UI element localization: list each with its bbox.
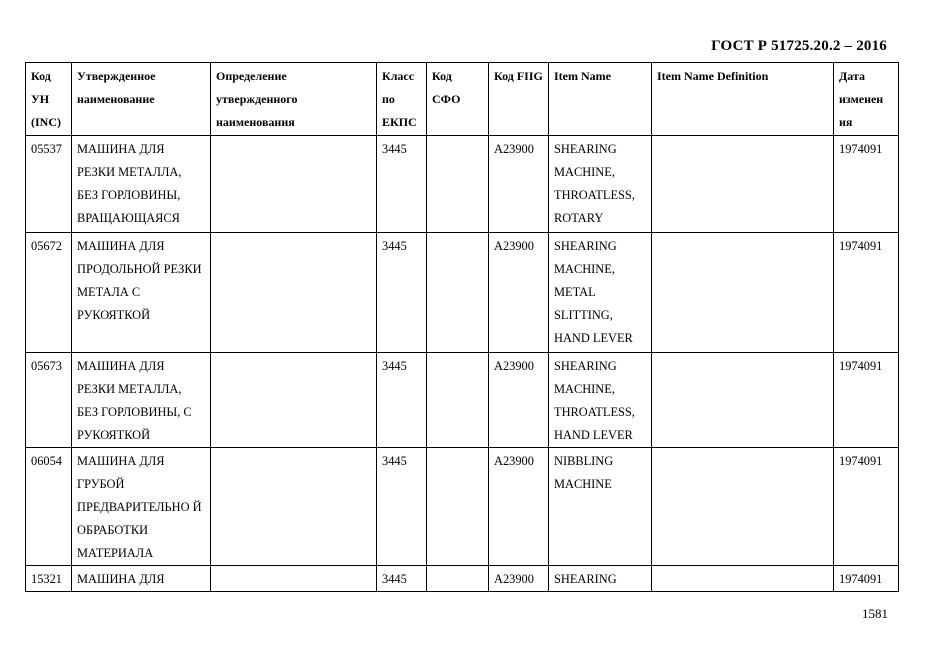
- table-row: [26, 448, 899, 566]
- cell-inc: 15321: [26, 566, 72, 592]
- cell-class: 3445: [377, 233, 427, 353]
- cell-item-name-definition: [652, 566, 834, 592]
- cell-class: 3445: [377, 136, 427, 233]
- cell-fiig: A23900: [489, 353, 549, 448]
- col-header-approved-name: Утвержденное наименование: [72, 63, 211, 136]
- cell-change-date: 1974091: [834, 233, 899, 353]
- cell-item-name-definition: [652, 136, 834, 233]
- cell-sfo: [427, 448, 489, 566]
- table-row: [26, 136, 899, 233]
- cell-fiig: A23900: [489, 136, 549, 233]
- col-header-inc: Код УН (INC): [26, 63, 72, 136]
- table-row: [26, 566, 899, 592]
- page-number: 1581: [862, 606, 888, 621]
- cell-class: 3445: [377, 448, 427, 566]
- cell-fiig: A23900: [489, 233, 549, 353]
- table-row: [26, 233, 899, 353]
- cell-inc: 06054: [26, 448, 72, 566]
- cell-item-name: SHEARING: [549, 566, 652, 592]
- cell-item-name: SHEARING MACHINE, THROATLESS, ROTARY: [549, 136, 652, 233]
- cell-approved-name: МАШИНА ДЛЯ ПРОДОЛЬНОЙ РЕЗКИ МЕТАЛА С РУКОЯТКОЙ: [72, 233, 211, 353]
- cell-sfo: [427, 566, 489, 592]
- col-header-item-name-definition: Item Name Definition: [652, 63, 834, 136]
- cell-class: 3445: [377, 566, 427, 592]
- document-title: ГОСТ Р 51725.20.2 – 2016: [711, 38, 887, 54]
- cell-change-date: 1974091: [834, 353, 899, 448]
- table-row: [26, 353, 899, 448]
- cell-inc: 05537: [26, 136, 72, 233]
- cell-fiig: A23900: [489, 566, 549, 592]
- cell-sfo: [427, 353, 489, 448]
- cell-sfo: [427, 136, 489, 233]
- cell-inc: 05672: [26, 233, 72, 353]
- cell-approved-name: МАШИНА ДЛЯ: [72, 566, 211, 592]
- cell-definition: [211, 233, 377, 353]
- col-header-sfo: Код СФО: [427, 63, 489, 136]
- cell-definition: [211, 566, 377, 592]
- col-header-item-name: Item Name: [549, 63, 652, 136]
- cell-change-date: 1974091: [834, 566, 899, 592]
- cell-item-name: SHEARING MACHINE, THROATLESS, HAND LEVER: [549, 353, 652, 448]
- cell-change-date: 1974091: [834, 448, 899, 566]
- cell-approved-name: МАШИНА ДЛЯ РЕЗКИ МЕТАЛЛА, БЕЗ ГОРЛОВИНЫ, С РУКОЯТКОЙ: [72, 353, 211, 448]
- cell-fiig: A23900: [489, 448, 549, 566]
- col-header-definition: Определение утвержденного наименования: [211, 63, 377, 136]
- cell-inc: 05673: [26, 353, 72, 448]
- cell-approved-name: МАШИНА ДЛЯ ГРУБОЙ ПРЕДВАРИТЕЛЬНО Й ОБРАБОТКИ МАТЕРИАЛА: [72, 448, 211, 566]
- table-header-row: [26, 63, 899, 136]
- col-header-fiig: Код FIIG: [489, 63, 549, 136]
- cell-item-name: NIBBLING MACHINE: [549, 448, 652, 566]
- cell-approved-name: МАШИНА ДЛЯ РЕЗКИ МЕТАЛЛА, БЕЗ ГОРЛОВИНЫ, ВРАЩАЮЩАЯСЯ: [72, 136, 211, 233]
- cell-item-name-definition: [652, 353, 834, 448]
- cell-item-name-definition: [652, 448, 834, 566]
- cell-item-name-definition: [652, 233, 834, 353]
- nomenclature-table: [25, 62, 899, 592]
- cell-definition: [211, 136, 377, 233]
- cell-sfo: [427, 233, 489, 353]
- col-header-change-date: Дата изменен ия: [834, 63, 899, 136]
- cell-definition: [211, 353, 377, 448]
- cell-definition: [211, 448, 377, 566]
- cell-class: 3445: [377, 353, 427, 448]
- col-header-class: Класс по ЕКПС: [377, 63, 427, 136]
- cell-item-name: SHEARING MACHINE, METAL SLITTING, HAND LEVER: [549, 233, 652, 353]
- cell-change-date: 1974091: [834, 136, 899, 233]
